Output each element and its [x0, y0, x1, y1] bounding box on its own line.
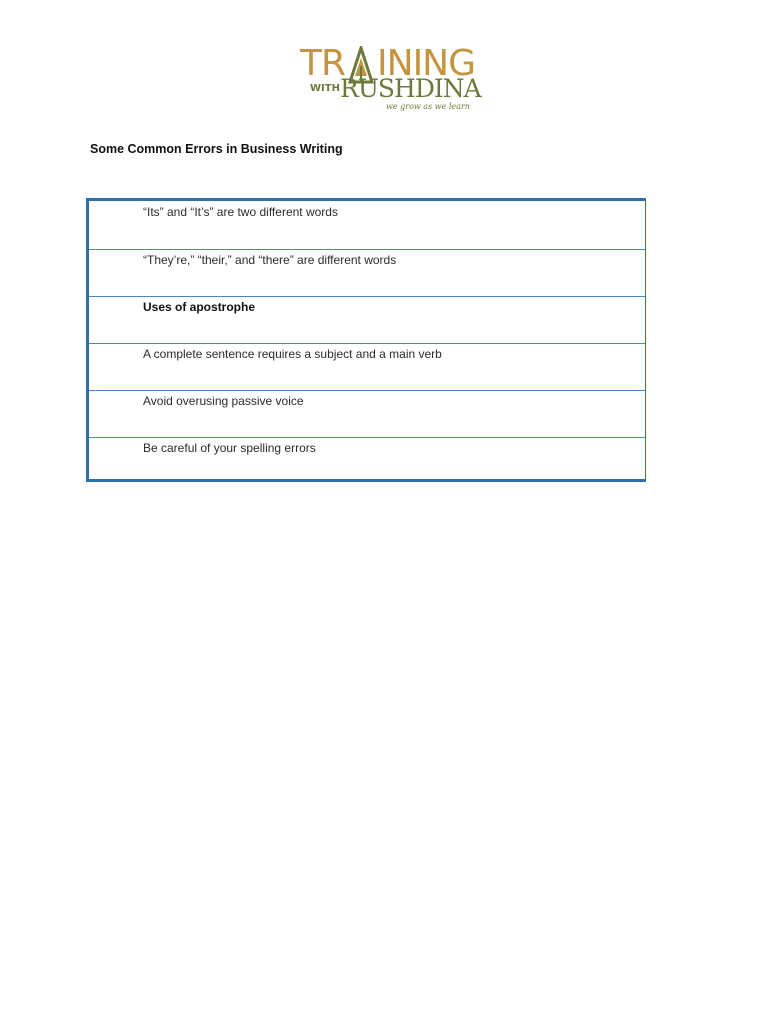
list-item — [89, 343, 645, 389]
list-item-text: Be careful of your spelling errors — [143, 441, 316, 455]
list-item — [89, 437, 645, 483]
logo-text-ining: INING — [377, 43, 476, 84]
list-item-text: A complete sentence requires a subject and a main verb — [143, 347, 442, 361]
list-item — [89, 201, 645, 247]
list-item-text: “They’re,” “their,” and “there” are different words — [143, 253, 397, 267]
logo — [300, 43, 481, 114]
logo-text-rushdina: RUSHDINA — [340, 74, 481, 103]
page-title: Some Common Errors in Business Writing — [90, 142, 343, 156]
logo-text-with: WITH — [310, 83, 340, 94]
list-item — [89, 249, 645, 295]
list-item-text: Uses of apostrophe — [143, 300, 256, 314]
list-item-text: “Its” and “It’s” are two different words — [143, 205, 338, 219]
logo-tagline: we grow as we learn — [386, 102, 470, 111]
logo-text-tr: TR — [300, 43, 346, 84]
list-item-text: Avoid overusing passive voice — [143, 394, 304, 408]
list-item — [89, 296, 645, 342]
errors-box — [86, 198, 646, 482]
list-item — [89, 390, 645, 436]
